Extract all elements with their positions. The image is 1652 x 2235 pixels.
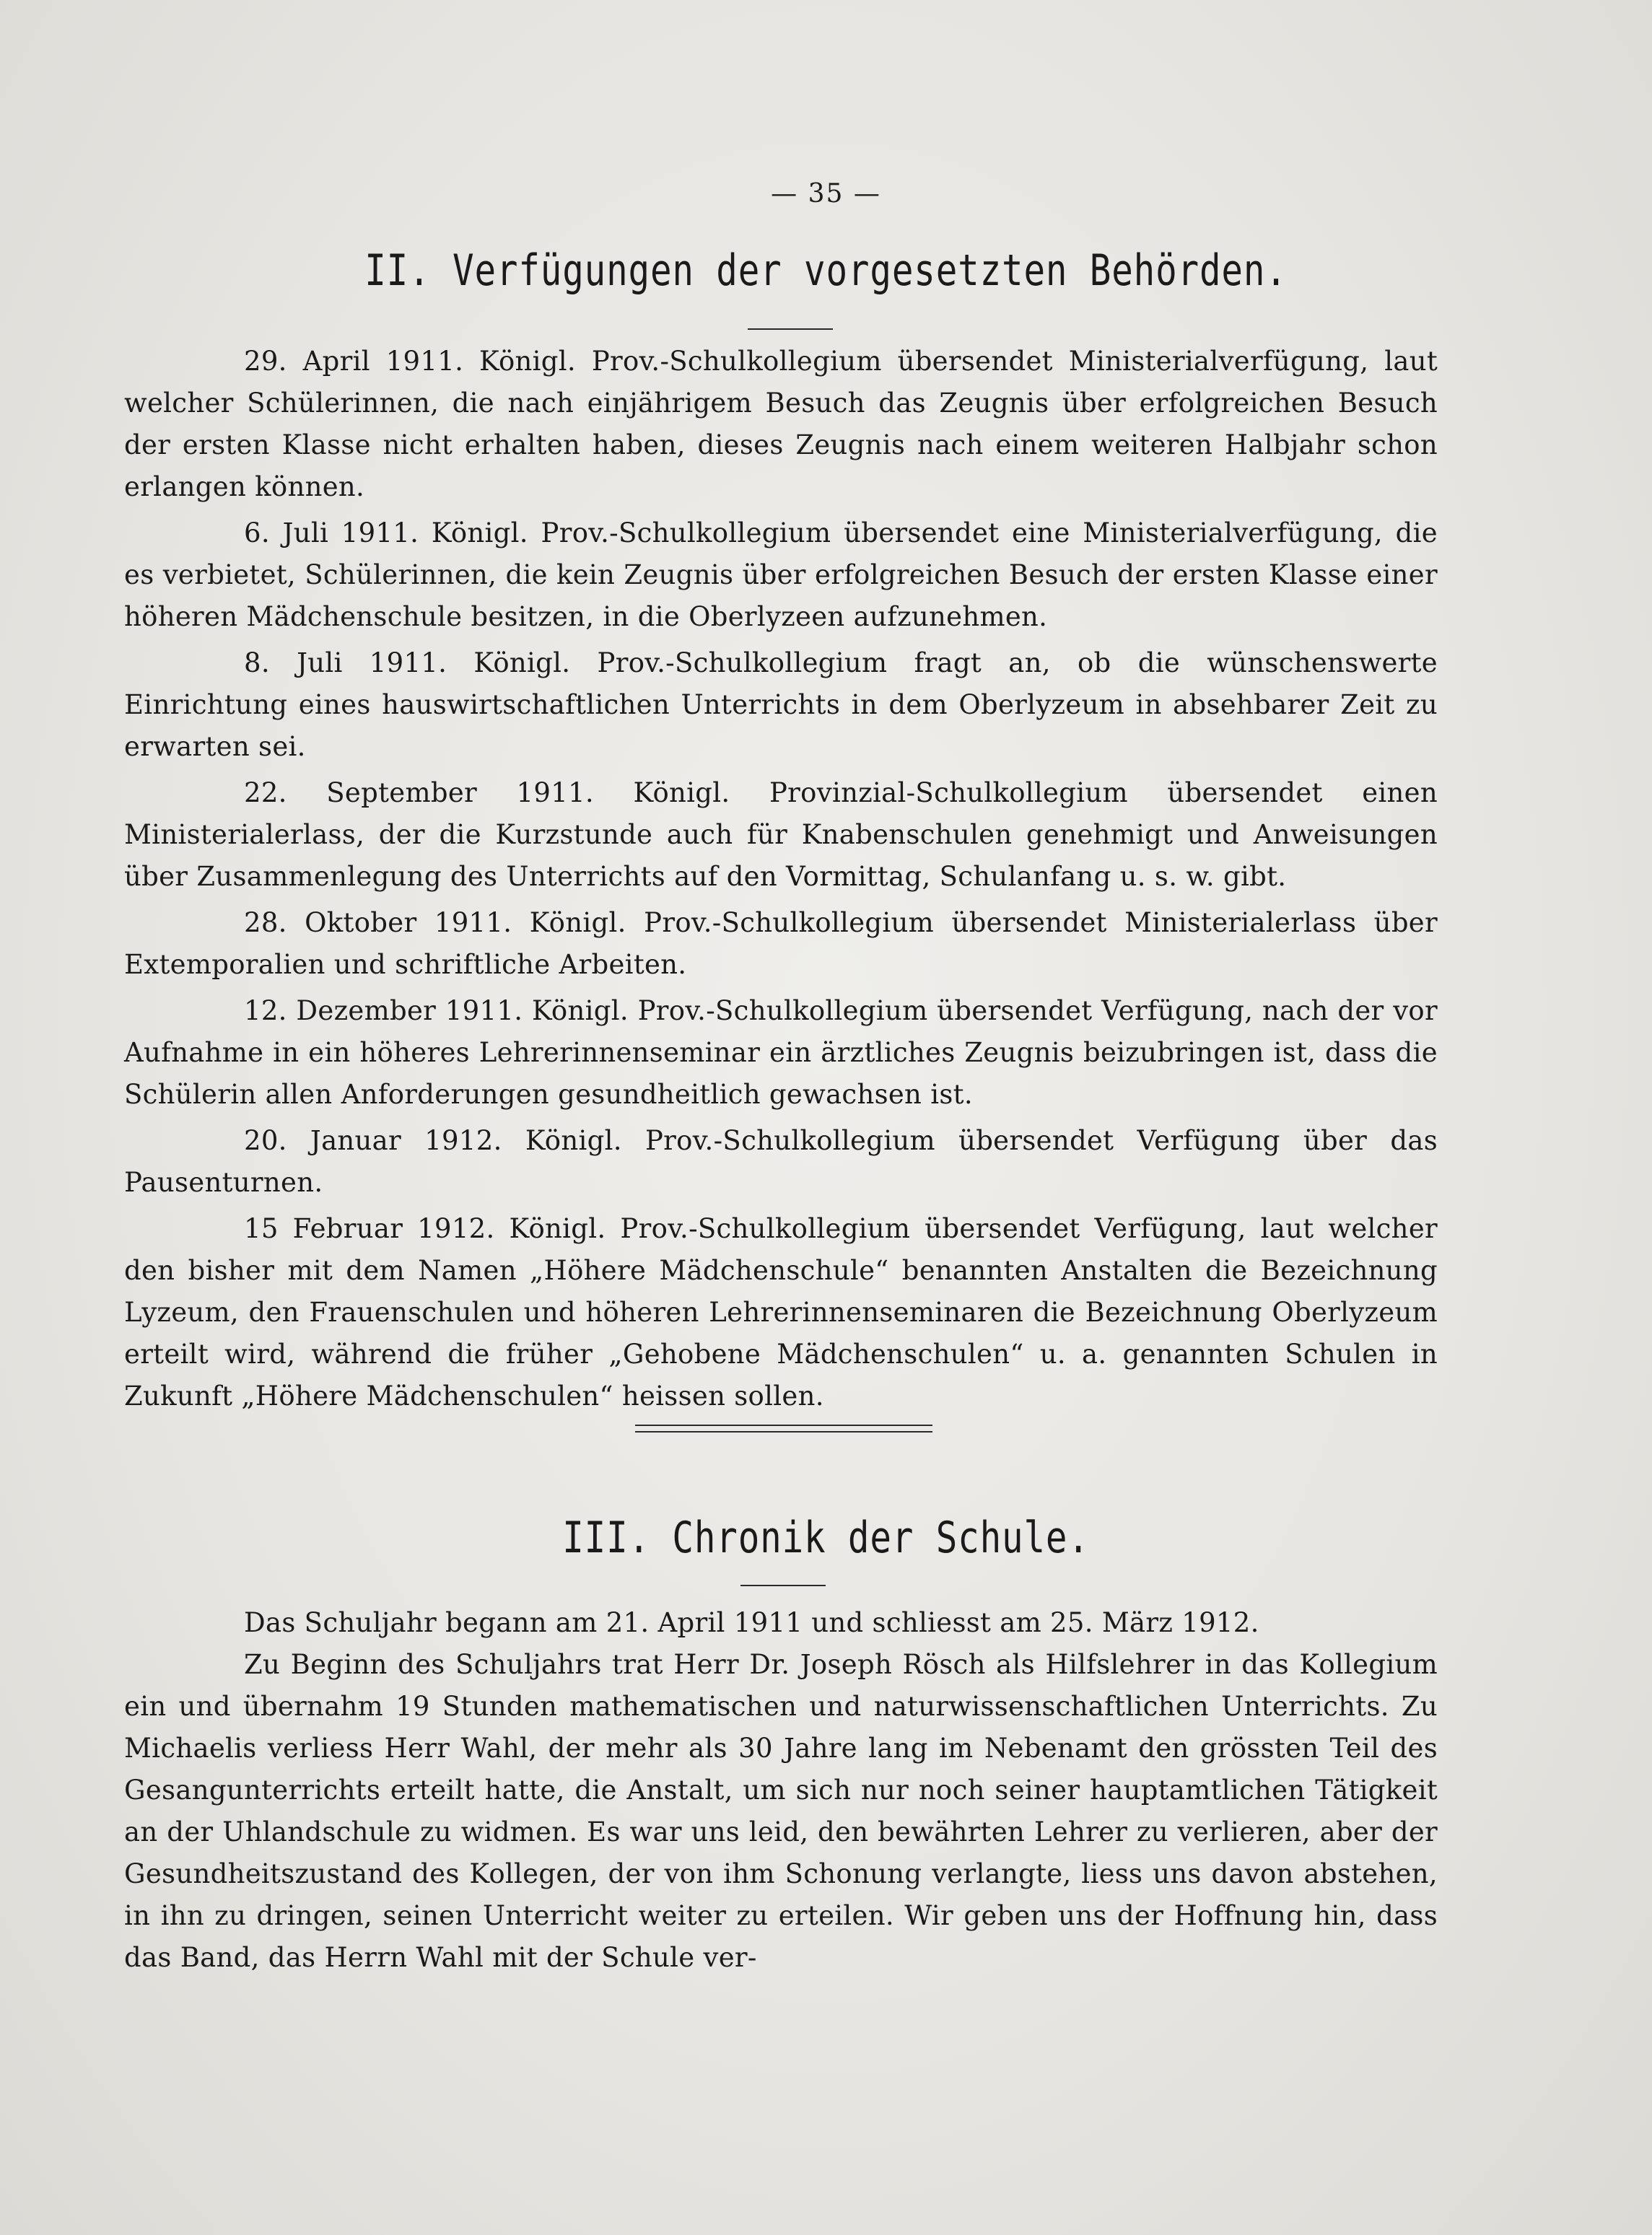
page-number: — 35 —: [771, 179, 881, 209]
paragraph: 28. Oktober 1911. Königl. Prov.-Schulkollegium übersendet Ministerialerlass über Extemporalien und schriftliche Arbeiten.: [124, 907, 1438, 980]
section-iii-title: III. Chronik der Schule.: [562, 1513, 1090, 1563]
paragraph: 29. April 1911. Königl. Prov.-Schulkollegium übersendet Ministerialverfügung, laut welcher Schülerinnen, die nach einjährigem Besuch das Zeugnis über erfolgreichen Besuch der ersten Klasse nicht erhalten haben, dieses Zeugnis nach einem weiteren Halbjahr schon erlangen können.: [124, 346, 1438, 502]
section-ii-body: [124, 341, 1438, 1417]
paragraph: 6. Juli 1911. Königl. Prov.-Schulkollegium übersendet eine Ministerialverfügung, die es verbietet, Schülerinnen, die kein Zeugnis über erfolgreichen Besuch der ersten Klasse einer höheren Mädchenschule besitzen, in die Oberlyzeen aufzunehmen.: [124, 517, 1438, 632]
paragraph: Zu Beginn des Schuljahrs trat Herr Dr. Joseph Rösch als Hilfslehrer in das Kollegium ein und übernahm 19 Stunden mathematischen und naturwissenschaftlichen Unterrichts. Zu Michaelis verliess Herr Wahl, der mehr als 30 Jahre lang im Nebenamt den grössten Teil des Gesangunterrichts erteilt hatte, die Anstalt, um sich nur noch seiner hauptamtlichen Tätigkeit an der Uhlandschule zu widmen. Es war uns leid, den bewährten Lehrer zu verlieren, aber der Gesundheitszustand des Kollegen, der von ihm Schonung verlangte, liess uns davon abstehen, in ihn zu dringen, seinen Unterricht weiter zu erteilen. Wir geben uns der Hoffnung hin, dass das Band, das Herrn Wahl mit der Schule ver-: [124, 1649, 1438, 1973]
paragraph: 8. Juli 1911. Königl. Prov.-Schulkollegium fragt an, ob die wünschenswerte Einrichtung eines hauswirtschaftlichen Unterrichts in dem Oberlyzeum in absehbarer Zeit zu erwarten sei.: [124, 647, 1438, 762]
paragraph: 22. September 1911. Königl. Provinzial-Schulkollegium übersendet einen Ministerialerlass, der die Kurzstunde auch für Knabenschulen genehmigt und Anweisungen über Zusammenlegung des Unterrichts auf den Vormittag, Schulanfang u. s. w. gibt.: [124, 777, 1438, 892]
section-separator: [635, 1425, 932, 1433]
section-iii-rule: [740, 1585, 826, 1586]
paragraph: 15 Februar 1912. Königl. Prov.-Schulkollegium übersendet Verfügung, laut welcher den bisher mit dem Namen „Höhere Mädchenschule“ benannten Anstalten die Bezeichnung Lyzeum, den Frauenschulen und höheren Lehrerinnenseminaren die Bezeichnung Oberlyzeum erteilt wird, während die früher „Gehobene Mädchenschulen“ u. a. genannten Schulen in Zukunft „Höhere Mädchenschulen“ heissen sollen.: [124, 1213, 1438, 1412]
section-iii-body: [124, 1602, 1438, 1979]
section-ii-title: II. Verfügungen der vorgesetzten Behörden.: [364, 245, 1288, 296]
paragraph: 20. Januar 1912. Königl. Prov.-Schulkollegium übersendet Verfügung über das Pausenturnen.: [124, 1125, 1438, 1198]
section-ii-rule: [748, 328, 833, 330]
paragraph: 12. Dezember 1911. Königl. Prov.-Schulkollegium übersendet Verfügung, nach der vor Aufnahme in ein höheres Lehrerinnenseminar ein ärztliches Zeugnis beizubringen ist, dass die Schülerin allen Anforderungen gesundheitlich gewachsen ist.: [124, 995, 1438, 1110]
paragraph: Das Schuljahr begann am 21. April 1911 und schliesst am 25. März 1912.: [244, 1607, 1259, 1638]
